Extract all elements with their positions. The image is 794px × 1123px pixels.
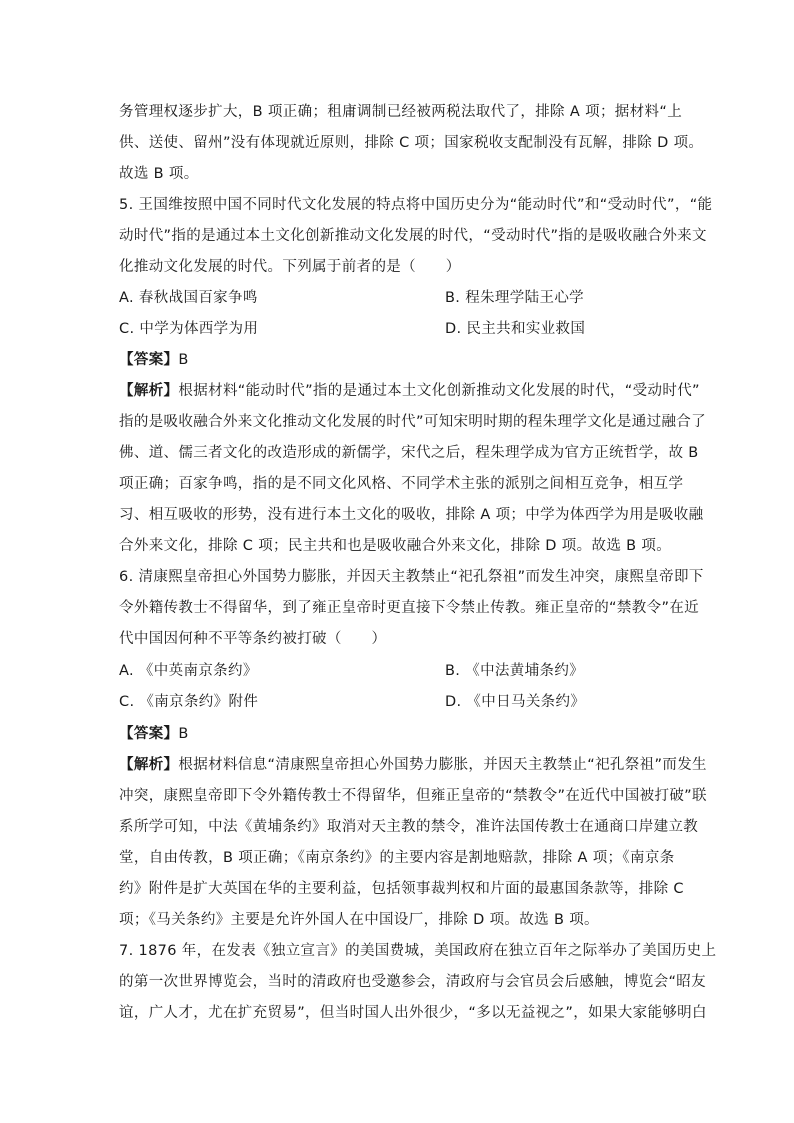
- prev-analysis-line-1: 务管理权逐步扩大，B 项正确；租庸调制已经被两税法取代了，排除 A 项；据材料“上: [119, 104, 683, 120]
- q5-analysis-label: 【解析】: [119, 383, 179, 399]
- q6-option-a: A. 《中英南京条约》: [119, 663, 258, 679]
- q6-answer-value: B: [178, 726, 189, 742]
- q5-options-row-1: [119, 288, 679, 308]
- q6-option-d: D. 《中日马关条约》: [445, 694, 586, 710]
- q6-analysis-line-2: 冲突，康熙皇帝即下令外籍传教士不得留华，但雍正皇帝的“禁教令”在近代中国被打破”联: [119, 788, 707, 804]
- q6-analysis-line-5: 约》附件是扩大英国在华的主要利益，包括领事裁判权和片面的最惠国条款等，排除 C: [119, 881, 684, 897]
- q6-options-row-1: [119, 661, 679, 681]
- q5-analysis-line-5: 习、相互吸收的形势，没有进行本土文化的吸收，排除 A 项；中学为体西学为用是吸收融: [119, 507, 704, 523]
- q6-analysis-text-1: 根据材料信息“清康熙皇帝担心外国势力膨胀，并因天主教禁止“祀孔祭祖”而发生: [178, 757, 707, 773]
- q5-analysis-line-6: 合外来文化，排除 C 项；民主共和也是吸收融合外来文化，排除 D 项。故选 B 项。: [119, 538, 672, 554]
- q5-stem-line-3: 化推动文化发展的时代。下列属于前者的是（ ）: [119, 259, 461, 275]
- q5-stem-line-1: 5. 王国维按照中国不同时代文化发展的特点将中国历史分为“能动时代”和“受动时代”，“能: [119, 197, 713, 213]
- q5-stem-line-2: 动时代”指的是通过本土文化创新推动文化发展的时代，“受动时代”指的是吸收融合外来文: [119, 228, 707, 244]
- q5-analysis-line-3: 佛、道、儒三者文化的改造形成的新儒学，宋代之后，程朱理学成为官方正统哲学，故 B: [119, 445, 699, 461]
- q7-stem-line-3: 谊，广人才，尤在扩充贸易”，但当时国人出外很少，“多以无益视之”，如果大家能够明白: [119, 1005, 707, 1021]
- q5-options-row-2: [119, 319, 679, 339]
- q6-options-row-2: [119, 692, 679, 712]
- q5-analysis-line-4: 项正确；百家争鸣，指的是不同文化风格、不同学术主张的派别之间相互竞争，相互学: [119, 476, 684, 492]
- q6-option-b: B. 《中法黄埔条约》: [445, 663, 585, 679]
- prev-analysis-line-2: 供、送使、留州”没有体现就近原则，排除 C 项；国家税收支配制没有瓦解，排除 D 项。: [119, 135, 704, 151]
- prev-analysis-line-3: 故选 B 项。: [119, 166, 199, 182]
- q6-stem-line-3: 代中国因何种不平等条约被打破（ ）: [119, 631, 387, 647]
- q6-analysis-line-6: 项；《马关条约》主要是允许外国人在中国设厂，排除 D 项。故选 B 项。: [119, 912, 599, 928]
- q6-analysis-line-1: [119, 755, 707, 775]
- q6-analysis-label: 【解析】: [119, 757, 179, 773]
- q6-analysis-line-4: 堂，自由传教，B 项正确；《南京条约》的主要内容是割地赔款，排除 A 项；《南京条: [119, 850, 675, 866]
- q5-option-c: C. 中学为体西学为用: [119, 321, 259, 337]
- q7-stem-line-1: 7. 1876 年，在发表《独立宣言》的美国费城，美国政府在独立百年之际举办了美国历史上: [119, 943, 717, 959]
- q6-answer: [119, 724, 189, 744]
- q5-analysis-text-1: 根据材料“能动时代”指的是通过本土文化创新推动文化发展的时代，“受动时代”: [178, 383, 700, 399]
- q6-stem-line-2: 令外籍传教士不得留华，到了雍正皇帝时更直接下令禁止传教。雍正皇帝的“禁教令”在近: [119, 600, 700, 616]
- q5-answer: [119, 350, 189, 370]
- q5-answer-value: B: [178, 352, 189, 368]
- q5-option-b: B. 程朱理学陆王心学: [445, 290, 585, 306]
- q6-stem-line-1: 6. 清康熙皇帝担心外国势力膨胀，并因天主教禁止“祀孔祭祖”而发生冲突，康熙皇帝即下: [119, 569, 704, 585]
- q5-option-a: A. 春秋战国百家争鸣: [119, 290, 258, 306]
- q5-analysis-line-1: [119, 381, 700, 401]
- q7-stem-line-2: 的第一次世界博览会，当时的清政府也受邀参会，清政府与会官员会后感触，博览会“昭友: [119, 974, 707, 990]
- q6-analysis-line-3: 系所学可知，中法《黄埔条约》取消对天主教的禁令，准许法国传教士在通商口岸建立教: [119, 819, 699, 835]
- q6-option-c: C. 《南京条约》附件: [119, 694, 259, 710]
- q6-answer-label: 【答案】: [119, 726, 179, 742]
- q5-option-d: D. 民主共和实业救国: [445, 321, 586, 337]
- q5-answer-label: 【答案】: [119, 352, 179, 368]
- q5-analysis-line-2: 指的是吸收融合外来文化推动文化发展的时代”可知宋明时期的程朱理学文化是通过融合了: [119, 414, 707, 430]
